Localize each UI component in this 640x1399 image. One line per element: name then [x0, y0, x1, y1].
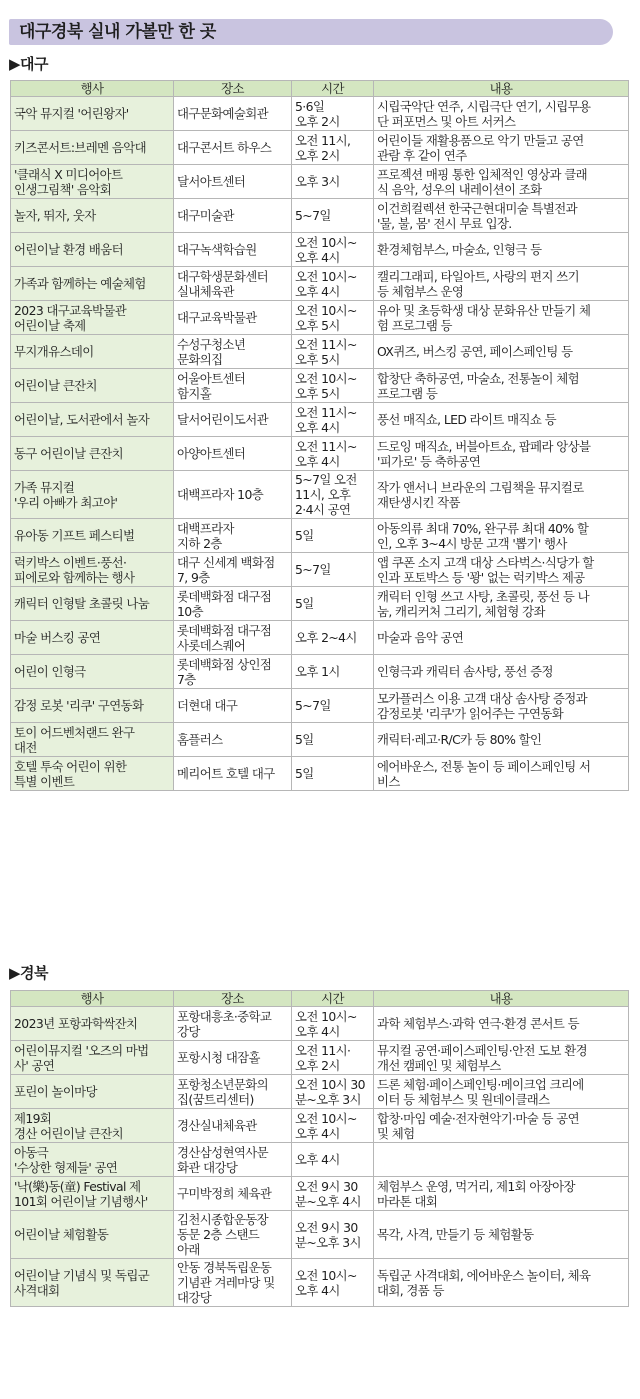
- cell-desc-text: 풍선 매직쇼, LED 라이트 매직쇼 등: [377, 412, 556, 427]
- cell-time-text: 오전 10시~ 오후 4시: [295, 1267, 357, 1298]
- cell-time-text: 오전 11시~ 오후 4시: [295, 438, 357, 469]
- cell-event: [11, 621, 174, 655]
- cell-place-text: 대구콘서트 하우스: [177, 140, 272, 155]
- cell-desc-text: 모카플러스 이용 고객 대상 솜사탕 증정과 감정로봇 '리쿠'가 읽어주는 구연동화: [377, 690, 587, 721]
- cell-desc-text: 인형극과 캐릭터 솜사탕, 풍선 증정: [377, 664, 553, 679]
- cell-time: [292, 335, 374, 369]
- table-row: [11, 553, 629, 587]
- cell-desc: [374, 621, 629, 655]
- cell-time: [292, 1007, 374, 1041]
- table-header-row: [11, 991, 629, 1007]
- cell-time: [292, 267, 374, 301]
- cell-desc: [374, 1075, 629, 1109]
- cell-event: [11, 1177, 174, 1211]
- cell-place-text: 롯데백화점 상인점 7층: [177, 656, 272, 687]
- cell-desc-text: 어린이들 재활용품으로 악기 만들고 공연 관람 후 같이 연주: [377, 132, 584, 163]
- cell-time-text: 오전 11시· 오후 2시: [295, 1042, 351, 1073]
- cell-place: [174, 723, 292, 757]
- table-row: [11, 233, 629, 267]
- cell-event: [11, 1259, 174, 1307]
- cell-event-text: 무지개유스데이: [14, 344, 94, 359]
- cell-place: [174, 131, 292, 165]
- table-row: [11, 437, 629, 471]
- cell-event: [11, 553, 174, 587]
- cell-event-text: 호텔 투숙 어린이 위한 특별 이벤트: [14, 758, 127, 789]
- cell-event-text: 어린이뮤지컬 '오즈의 마법 사' 공연: [14, 1042, 149, 1073]
- cell-event-text: 제19회 경산 어린이날 큰잔치: [14, 1110, 124, 1141]
- cell-desc-text: 합창단 축하공연, 마술쇼, 전통놀이 체험 프로그램 등: [377, 370, 579, 401]
- table-header-row: [11, 81, 629, 97]
- table-row: [11, 1211, 629, 1259]
- cell-time-text: 5~7일 오전 11시, 오후 2·4시 공연: [295, 472, 357, 517]
- cell-place: [174, 1007, 292, 1041]
- cell-desc: [374, 655, 629, 689]
- cell-desc-text: 과학 체험부스·과학 연극·환경 콘서트 등: [377, 1016, 579, 1031]
- cell-event-text: 동구 어린이날 큰잔치: [14, 446, 124, 461]
- cell-event-text: 국악 뮤지컬 '어린왕자': [14, 106, 129, 121]
- table-row: [11, 1143, 629, 1177]
- cell-place: [174, 97, 292, 131]
- cell-time: [292, 1143, 374, 1177]
- cell-place-text: 대백프라자 지하 2층: [177, 520, 234, 551]
- cell-desc-text: 이건희컬렉션 한국근현대미술 특별전과 '물, 불, 몸' 전시 무료 입장.: [377, 200, 577, 231]
- cell-desc: [374, 689, 629, 723]
- cell-place: [174, 553, 292, 587]
- cell-desc: [374, 1143, 629, 1177]
- cell-time: [292, 131, 374, 165]
- cell-event: [11, 519, 174, 553]
- cell-event-text: 감정 로봇 '리쿠' 구연동화: [14, 698, 144, 713]
- cell-time: [292, 369, 374, 403]
- table-row: [11, 1075, 629, 1109]
- cell-place: [174, 165, 292, 199]
- cell-event: [11, 1211, 174, 1259]
- cell-event: [11, 1041, 174, 1075]
- cell-event: [11, 131, 174, 165]
- cell-event: [11, 199, 174, 233]
- header-time: 시간: [292, 81, 374, 97]
- cell-place: [174, 1109, 292, 1143]
- cell-desc-text: 캐릭터·레고·R/C카 등 80% 할인: [377, 732, 542, 747]
- cell-place: [174, 1211, 292, 1259]
- cell-time: [292, 655, 374, 689]
- cell-event: [11, 1109, 174, 1143]
- cell-time-text: 오후 2~4시: [295, 630, 357, 645]
- cell-time-text: 오전 10시~ 오후 5시: [295, 370, 357, 401]
- cell-event-text: '낙(樂)동(童) Festival 제 101회 어린이날 기념행사': [14, 1178, 148, 1209]
- cell-event-text: 어린이 인형극: [14, 664, 86, 679]
- cell-time-text: 5~7일: [295, 698, 331, 713]
- cell-place-text: 대구교육박물관: [177, 310, 257, 325]
- event-table-daegu: [10, 80, 629, 791]
- cell-place-text: 대구 신세계 백화점 7, 9층: [177, 554, 275, 585]
- cell-place: [174, 587, 292, 621]
- cell-event-text: 어린이날 환경 배움터: [14, 242, 124, 257]
- cell-time-text: 5일: [295, 732, 314, 747]
- cell-time: [292, 1259, 374, 1307]
- table-row: [11, 655, 629, 689]
- table-row: [11, 723, 629, 757]
- cell-desc: [374, 1211, 629, 1259]
- cell-place: [174, 1041, 292, 1075]
- cell-event-text: 어린이날 큰잔치: [14, 378, 97, 393]
- cell-time-text: 오전 11시~ 오후 5시: [295, 336, 357, 367]
- cell-desc: [374, 553, 629, 587]
- cell-place-text: 포항청소년문화의 집(꿈트리센터): [177, 1076, 268, 1107]
- cell-desc: [374, 335, 629, 369]
- cell-desc: [374, 757, 629, 791]
- header-event: 행사: [11, 991, 174, 1007]
- cell-time-text: 5~7일: [295, 208, 331, 223]
- cell-desc-text: 드론 체험·페이스페인팅·메이크업 크리에 이터 등 체험부스 및 원데이클래스: [377, 1076, 584, 1107]
- cell-event: [11, 233, 174, 267]
- cell-time-text: 오전 10시 30 분~오후 3시: [295, 1076, 365, 1107]
- table-row: [11, 689, 629, 723]
- table-row: [11, 471, 629, 519]
- cell-desc-text: 합창·마임 예술·전자현악기·마술 등 공연 및 체험: [377, 1110, 579, 1141]
- cell-time: [292, 689, 374, 723]
- table-row: [11, 621, 629, 655]
- table-row: [11, 97, 629, 131]
- cell-place: [174, 233, 292, 267]
- table-row: [11, 1007, 629, 1041]
- cell-place-text: 포항시청 대잠홀: [177, 1050, 260, 1065]
- cell-place: [174, 621, 292, 655]
- cell-event: [11, 1143, 174, 1177]
- cell-desc: [374, 131, 629, 165]
- cell-time: [292, 1041, 374, 1075]
- cell-time-text: 오전 9시 30 분~오후 3시: [295, 1219, 361, 1250]
- cell-place: [174, 1177, 292, 1211]
- cell-time: [292, 199, 374, 233]
- cell-time: [292, 301, 374, 335]
- cell-place-text: 홈플러스: [177, 732, 223, 747]
- cell-time: [292, 553, 374, 587]
- cell-time-text: 오전 10시~ 오후 4시: [295, 268, 357, 299]
- cell-place-text: 대구문화예술회관: [177, 106, 268, 121]
- cell-time: [292, 471, 374, 519]
- header-place: 장소: [174, 991, 292, 1007]
- cell-event-text: 아동극 '수상한 형제들' 공연: [14, 1144, 118, 1175]
- cell-place: [174, 335, 292, 369]
- cell-place: [174, 301, 292, 335]
- cell-place: [174, 1075, 292, 1109]
- cell-desc: [374, 97, 629, 131]
- page-title: 대구경북 실내 가볼만 한 곳: [9, 19, 613, 45]
- table-row: [11, 369, 629, 403]
- cell-time: [292, 437, 374, 471]
- cell-time-text: 5일: [295, 766, 314, 781]
- cell-event: [11, 369, 174, 403]
- cell-place: [174, 437, 292, 471]
- header-desc: 내용: [374, 81, 629, 97]
- header-time: 시간: [292, 991, 374, 1007]
- table-row: [11, 267, 629, 301]
- cell-desc-text: 앱 쿠폰 소지 고객 대상 스타벅스·식당가 할 인과 포토박스 등 '꽝' 없는 럭키박스 제공: [377, 554, 594, 585]
- cell-desc-text: 캐릭터 인형 쓰고 사탕, 초콜릿, 풍선 등 나 눔, 캐리커처 그리기, 체험형 강좌: [377, 588, 589, 619]
- cell-event: [11, 267, 174, 301]
- cell-place-text: 대구녹색학습원: [177, 242, 257, 257]
- cell-event-text: 가족과 함께하는 예술체험: [14, 276, 146, 291]
- cell-desc: [374, 1259, 629, 1307]
- cell-desc: [374, 1109, 629, 1143]
- cell-event: [11, 97, 174, 131]
- cell-time: [292, 757, 374, 791]
- cell-desc: [374, 1177, 629, 1211]
- cell-place-text: 롯데백화점 대구점 10층: [177, 588, 272, 619]
- cell-event: [11, 301, 174, 335]
- cell-place-text: 대구학생문화센터 실내체육관: [177, 268, 268, 299]
- cell-event-text: 럭키박스 이벤트·풍선· 피에로와 함께하는 행사: [14, 554, 135, 585]
- cell-desc: [374, 165, 629, 199]
- cell-desc: [374, 587, 629, 621]
- cell-time-text: 오후 4시: [295, 1152, 340, 1167]
- header-desc: 내용: [374, 991, 629, 1007]
- cell-time: [292, 165, 374, 199]
- cell-place-text: 달서어린이도서관: [177, 412, 268, 427]
- cell-desc: [374, 233, 629, 267]
- cell-place: [174, 1143, 292, 1177]
- cell-desc-text: 아동의류 최대 70%, 완구류 최대 40% 할 인, 오후 3~4시 방문 고객 '뽑기' 행사: [377, 520, 589, 551]
- cell-desc: [374, 369, 629, 403]
- cell-place: [174, 471, 292, 519]
- cell-place-text: 아양아트센터: [177, 446, 246, 461]
- cell-time: [292, 1177, 374, 1211]
- cell-place: [174, 689, 292, 723]
- cell-event: [11, 587, 174, 621]
- cell-time-text: 오전 10시~ 오후 5시: [295, 302, 357, 333]
- cell-event-text: 어린이날, 도서관에서 놀자: [14, 412, 150, 427]
- header-place: 장소: [174, 81, 292, 97]
- cell-event: [11, 165, 174, 199]
- cell-desc-text: 마술과 음악 공연: [377, 630, 464, 645]
- cell-place-text: 포항대흥초·중학교 강당: [177, 1008, 272, 1039]
- cell-event-text: 마술 버스킹 공연: [14, 630, 101, 645]
- table-row: [11, 131, 629, 165]
- cell-desc: [374, 519, 629, 553]
- table-row: [11, 165, 629, 199]
- cell-place: [174, 267, 292, 301]
- header-event: 행사: [11, 81, 174, 97]
- cell-time: [292, 1075, 374, 1109]
- cell-desc-text: 캘리그래피, 타일아트, 사랑의 편지 쓰기 등 체험부스 운영: [377, 268, 579, 299]
- event-table-gyeongbuk: [10, 990, 629, 1307]
- cell-desc: [374, 1007, 629, 1041]
- table-row: [11, 403, 629, 437]
- cell-event-text: 캐릭터 인형탈 초콜릿 나눔: [14, 596, 150, 611]
- cell-time-text: 5일: [295, 528, 314, 543]
- cell-desc-text: 목각, 사격, 만들기 등 체험활동: [377, 1227, 534, 1242]
- cell-time-text: 오전 11시, 오후 2시: [295, 132, 351, 163]
- cell-time: [292, 587, 374, 621]
- section-label-gyeongbuk: ▶경북: [9, 964, 49, 982]
- cell-event-text: 2023년 포항과학싹잔치: [14, 1016, 138, 1031]
- cell-event-text: 가족 뮤지컬 '우리 아빠가 최고야': [14, 479, 118, 510]
- cell-time: [292, 519, 374, 553]
- cell-event: [11, 1075, 174, 1109]
- cell-place: [174, 199, 292, 233]
- cell-place: [174, 403, 292, 437]
- cell-desc-text: 시립국악단 연주, 시립극단 연기, 시립무용 단 퍼포먼스 및 아트 서커스: [377, 98, 591, 129]
- cell-time-text: 오전 10시~ 오후 4시: [295, 1110, 357, 1141]
- cell-time: [292, 97, 374, 131]
- cell-event: [11, 689, 174, 723]
- cell-desc-text: 독립군 사격대회, 에어바운스 놀이터, 체육 대회, 경품 등: [377, 1267, 591, 1298]
- cell-event: [11, 335, 174, 369]
- table-row: [11, 1259, 629, 1307]
- cell-place-text: 더현대 대구: [177, 698, 238, 713]
- cell-place-text: 김천시종합운동장 동문 2층 스탠드 아래: [177, 1212, 268, 1257]
- cell-event: [11, 757, 174, 791]
- cell-place: [174, 519, 292, 553]
- cell-place-text: 어울아트센터 함지홀: [177, 370, 246, 401]
- cell-event: [11, 471, 174, 519]
- cell-time-text: 오전 10시~ 오후 4시: [295, 1008, 357, 1039]
- cell-event-text: 토이 어드벤처랜드 완구 대전: [14, 724, 135, 755]
- cell-desc: [374, 437, 629, 471]
- cell-event-text: 키즈콘서트:브레멘 음악대: [14, 140, 146, 155]
- table-row: [11, 335, 629, 369]
- cell-place-text: 대구미술관: [177, 208, 234, 223]
- cell-desc-text: 환경체험부스, 마술쇼, 인형극 등: [377, 242, 542, 257]
- cell-desc: [374, 267, 629, 301]
- cell-event-text: 놀자, 뛰자, 웃자: [14, 208, 96, 223]
- cell-time: [292, 233, 374, 267]
- cell-time-text: 오전 11시~ 오후 4시: [295, 404, 357, 435]
- cell-place: [174, 655, 292, 689]
- table-row: [11, 1109, 629, 1143]
- cell-time: [292, 1211, 374, 1259]
- cell-place-text: 구미박정희 체육관: [177, 1186, 272, 1201]
- cell-desc-text: 뮤지컬 공연·페이스페인팅·안전 도보 환경 개선 캠페인 및 체험부스: [377, 1042, 587, 1073]
- table-row: [11, 587, 629, 621]
- cell-place-text: 메리어트 호텔 대구: [177, 766, 275, 781]
- table-row: [11, 1177, 629, 1211]
- cell-desc-text: 유아 및 초등학생 대상 문화유산 만들기 체 험 프로그램 등: [377, 302, 591, 333]
- cell-desc: [374, 471, 629, 519]
- cell-place-text: 경산삼성현역사문 화관 대강당: [177, 1144, 268, 1175]
- cell-time-text: 오후 1시: [295, 664, 340, 679]
- cell-event-text: 2023 대구교육박물관 어린이날 축제: [14, 302, 127, 333]
- cell-event: [11, 1007, 174, 1041]
- cell-desc-text: 체험부스 운영, 먹거리, 제1회 아장아장 마라톤 대회: [377, 1178, 575, 1209]
- cell-time-text: 오후 3시: [295, 174, 340, 189]
- table-body: [11, 1007, 629, 1307]
- cell-time: [292, 723, 374, 757]
- table-row: [11, 757, 629, 791]
- cell-time-text: 5일: [295, 596, 314, 611]
- cell-event-text: 어린이날 기념식 및 독립군 사격대회: [14, 1267, 150, 1298]
- cell-desc-text: 프로젝션 매핑 통한 입체적인 영상과 클래 식 음악, 성우의 내레이션이 조화: [377, 166, 587, 197]
- cell-desc-text: 드로잉 매직쇼, 버블아트쇼, 팝페라 앙상블 '피가로' 등 축하공연: [377, 438, 591, 469]
- cell-desc: [374, 1041, 629, 1075]
- table-body: [11, 97, 629, 791]
- cell-place-text: 달서아트센터: [177, 174, 246, 189]
- cell-desc-text: OX퀴즈, 버스킹 공연, 페이스페인팅 등: [377, 344, 573, 359]
- cell-time-text: 5~7일: [295, 562, 331, 577]
- cell-time: [292, 621, 374, 655]
- cell-place-text: 수성구청소년 문화의집: [177, 336, 246, 367]
- table-row: [11, 199, 629, 233]
- table-row: [11, 1041, 629, 1075]
- cell-time-text: 오전 9시 30 분~오후 4시: [295, 1178, 361, 1209]
- cell-desc-text: 에어바운스, 전통 놀이 등 페이스페인팅 서 비스: [377, 758, 591, 789]
- cell-event: [11, 655, 174, 689]
- cell-place-text: 대백프라자 10층: [177, 487, 264, 502]
- cell-place-text: 경산실내체육관: [177, 1118, 257, 1133]
- cell-event: [11, 437, 174, 471]
- cell-desc: [374, 301, 629, 335]
- cell-desc-text: 작가 앤서니 브라운의 그림책을 뮤지컬로 재탄생시킨 작품: [377, 479, 584, 510]
- section-label-daegu: ▶대구: [9, 55, 49, 73]
- cell-place-text: 안동 경북독립운동 기념관 겨레마당 및 대강당: [177, 1260, 275, 1305]
- cell-time: [292, 1109, 374, 1143]
- cell-event: [11, 723, 174, 757]
- cell-event-text: 포린이 놀이마당: [14, 1084, 97, 1099]
- cell-event-text: 어린이날 체험활동: [14, 1227, 109, 1242]
- cell-event-text: '클래식 X 미디어아트 인생그림책' 음악회: [14, 166, 123, 197]
- cell-desc: [374, 199, 629, 233]
- cell-desc: [374, 403, 629, 437]
- cell-event: [11, 403, 174, 437]
- cell-place: [174, 757, 292, 791]
- cell-place: [174, 1259, 292, 1307]
- cell-place-text: 롯데백화점 대구점 사롯데스퀘어: [177, 622, 272, 653]
- cell-place: [174, 369, 292, 403]
- cell-desc: [374, 723, 629, 757]
- table-row: [11, 301, 629, 335]
- cell-time-text: 5·6일 오후 2시: [295, 98, 340, 129]
- table-row: [11, 519, 629, 553]
- cell-time-text: 오전 10시~ 오후 4시: [295, 234, 357, 265]
- cell-time: [292, 403, 374, 437]
- cell-event-text: 유아동 기프트 페스티벌: [14, 528, 135, 543]
